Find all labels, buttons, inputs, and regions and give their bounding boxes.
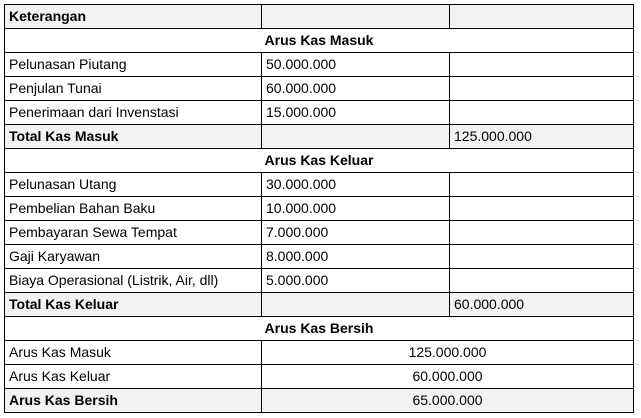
total-row: [5, 125, 634, 149]
row-label[interactable]: Arus Kas Masuk: [5, 341, 262, 365]
row-label[interactable]: Pelunasan Utang: [5, 173, 262, 197]
section-title-row: [5, 29, 634, 53]
total-label-kas-bersih[interactable]: Arus Kas Bersih: [5, 389, 262, 413]
header-cell-2[interactable]: [262, 5, 450, 29]
table-row: [5, 53, 634, 77]
section-title-row: [5, 149, 634, 173]
total-label-kas-masuk[interactable]: Total Kas Masuk: [5, 125, 262, 149]
row-value[interactable]: 125.000.000: [262, 341, 634, 365]
section-title-arus-kas-masuk[interactable]: Arus Kas Masuk: [5, 29, 634, 53]
table-row: [5, 101, 634, 125]
total-value-kas-bersih[interactable]: 65.000.000: [262, 389, 634, 413]
empty-cell[interactable]: [450, 53, 634, 77]
row-label[interactable]: Pelunasan Piutang: [5, 53, 262, 77]
empty-cell[interactable]: [450, 197, 634, 221]
row-value[interactable]: 5.000.000: [262, 269, 450, 293]
row-label[interactable]: Penjulan Tunai: [5, 77, 262, 101]
row-value[interactable]: 50.000.000: [262, 53, 450, 77]
table-row: [5, 269, 634, 293]
table-row: [5, 365, 634, 389]
row-label[interactable]: Biaya Operasional (Listrik, Air, dll): [5, 269, 262, 293]
cash-flow-table: [4, 4, 634, 413]
section-title-row: [5, 317, 634, 341]
table-row: [5, 173, 634, 197]
empty-cell[interactable]: [450, 269, 634, 293]
table-row: [5, 197, 634, 221]
row-label[interactable]: Pembayaran Sewa Tempat: [5, 221, 262, 245]
total-row: [5, 389, 634, 413]
total-value-kas-masuk[interactable]: 125.000.000: [450, 125, 634, 149]
table-row: [5, 245, 634, 269]
row-value[interactable]: 7.000.000: [262, 221, 450, 245]
row-value[interactable]: 30.000.000: [262, 173, 450, 197]
row-value[interactable]: 10.000.000: [262, 197, 450, 221]
row-value[interactable]: 15.000.000: [262, 101, 450, 125]
total-value-kas-keluar[interactable]: 60.000.000: [450, 293, 634, 317]
row-value[interactable]: 8.000.000: [262, 245, 450, 269]
empty-cell[interactable]: [450, 245, 634, 269]
empty-cell[interactable]: [262, 125, 450, 149]
table-row: [5, 221, 634, 245]
header-cell-keterangan[interactable]: Keterangan: [5, 5, 262, 29]
empty-cell[interactable]: [450, 101, 634, 125]
total-label-kas-keluar[interactable]: Total Kas Keluar: [5, 293, 262, 317]
row-label[interactable]: Gaji Karyawan: [5, 245, 262, 269]
header-cell-3[interactable]: [450, 5, 634, 29]
empty-cell[interactable]: [450, 173, 634, 197]
header-row: [5, 5, 634, 29]
row-label[interactable]: Arus Kas Keluar: [5, 365, 262, 389]
row-label[interactable]: Penerimaan dari Invenstasi: [5, 101, 262, 125]
section-title-arus-kas-keluar[interactable]: Arus Kas Keluar: [5, 149, 634, 173]
row-value[interactable]: 60.000.000: [262, 365, 634, 389]
row-value[interactable]: 60.000.000: [262, 77, 450, 101]
total-row: [5, 293, 634, 317]
section-title-arus-kas-bersih[interactable]: Arus Kas Bersih: [5, 317, 634, 341]
table-row: [5, 77, 634, 101]
row-label[interactable]: Pembelian Bahan Baku: [5, 197, 262, 221]
empty-cell[interactable]: [262, 293, 450, 317]
table-row: [5, 341, 634, 365]
empty-cell[interactable]: [450, 221, 634, 245]
empty-cell[interactable]: [450, 77, 634, 101]
